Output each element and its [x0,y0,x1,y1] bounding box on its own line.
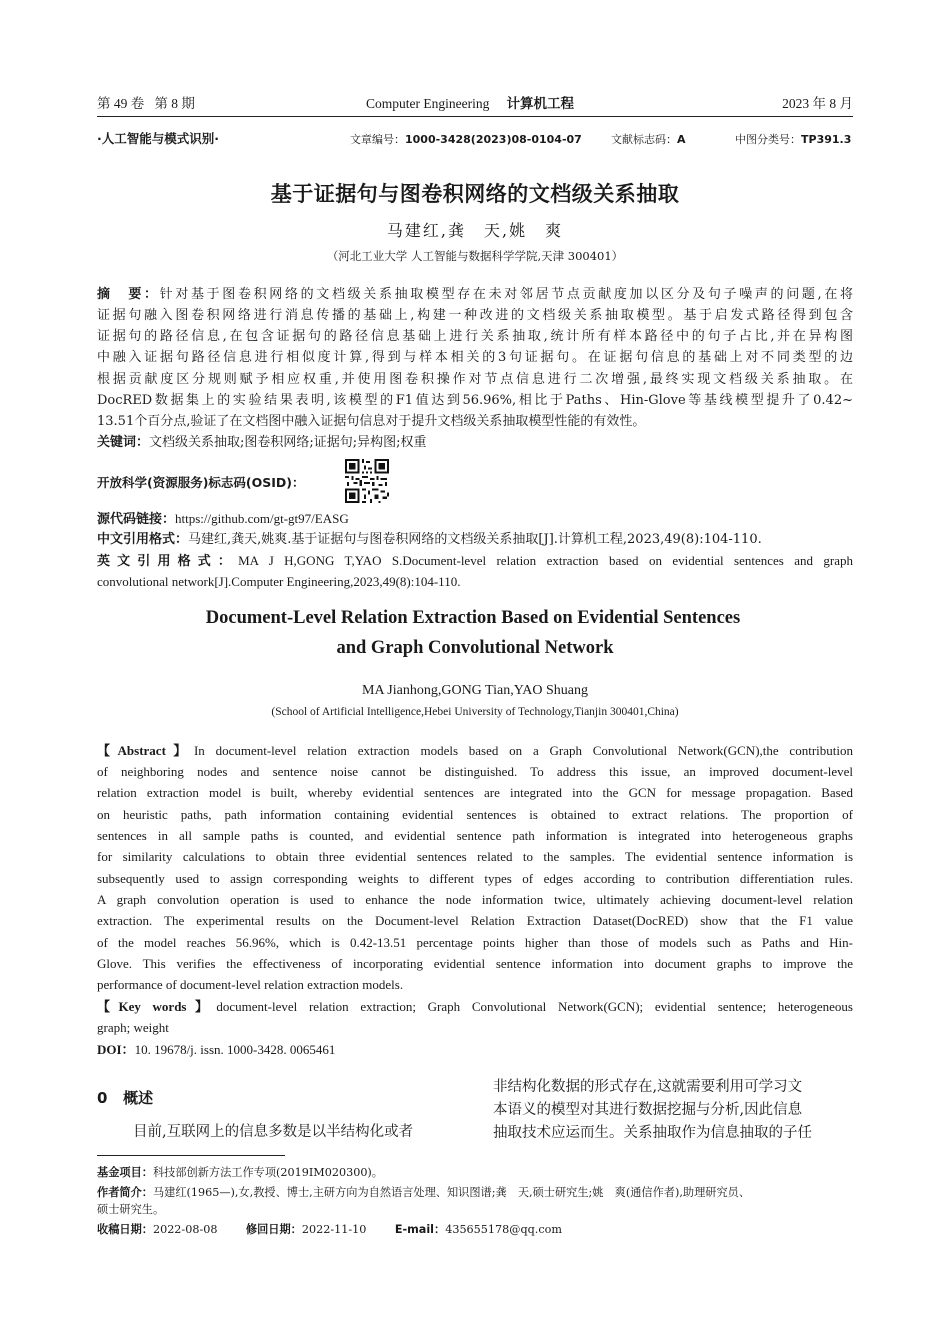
abstract-en-line: 【Abstract】In document-level relation extraction models based on a Graph Convolutional Network(GCN),the contribution [97,743,853,758]
doi: DOI：10. 19678/j. issn. 1000-3428. 0065461 [97,1042,336,1057]
abstract-en-line: of the model reaches 56.96%, which is 0.42-13.51 percentage points higher than those of models such as Paths and Hin- [97,935,853,950]
abstract-en-line: Glove. This verifies the effectiveness of incorporating evidential sentence information into document graphs to improve the [97,956,853,971]
abstract-cn-line: 证据句融入图卷积网络进行消息传播的基础上,构建一种改进的文档级关系抽取模型。基于启发式路径得到包含 [97,308,853,323]
abstract-en-line: on heuristic paths, path information containing evidential sentences is obtained to extract relations. The proportion of [97,807,853,822]
journal-name: Computer Engineering 计算机工程 [366,96,575,112]
abstract-cn-line: 证据句的路径信息,在包含证据句的路径信息基础上进行关系抽取,统计所有样本路径中的句子占比,并在异构图 [97,329,853,344]
abstract-en-line: extraction. The experimental results on the Document-level Relation Extraction Dataset(DocRED) show that the F1 value [97,913,853,928]
body-text-left: 目前,互联网上的信息多数是以半结构化或者 [133,1124,414,1140]
authors-cn: 马建红,龚 天,姚 爽 [386,221,564,240]
affiliation-en: (School of Artificial Intelligence,Hebei University of Technology,Tianjin 300401,China) [271,706,679,718]
abstract-en-line: for similarity calculations to obtain three evidential sentences related to the samples. The evidential sentence information is [97,849,853,864]
title-en-line2: and Graph Convolutional Network [336,638,614,658]
keywords-en-line2: graph; weight [97,1020,169,1035]
body-text-right-line: 非结构化数据的形式存在,这就需要利用可学习文 [493,1079,803,1095]
abstract-cn-line: 根据贡献度区分规则赋予相应权重,并使用图卷积操作对节点信息进行二次增强,最终实现文档级关系抽取。在 [97,372,853,387]
abstract-en-line: of neighboring nodes and sentence noise cannot be distinguished. To address this issue, an improved document-level [97,764,853,779]
abstract-en-line: relation extraction model is built, whereby evidential sentences are integrated into the GCN for message propagation. Based [97,785,853,800]
abstract-en-line: performance of document-level relation extraction models. [97,977,404,992]
affiliation-cn: （河北工业大学 人工智能与数据科学学院,天津 300401） [326,249,624,263]
section-heading: 0 概述 [97,1089,154,1107]
keywords-en-line1: 【Key words】document-level relation extraction; Graph Convolutional Network(GCN); evidential sentence; heterogeneous [97,999,853,1014]
issue-date: 2023 年 8 月 [782,96,853,111]
abstract-en-line: sentences in all sample paths is counted, and evidential sentence path information is integrated into heterogeneous graphs [97,828,853,843]
footnote-rule [97,1155,285,1156]
source-code-link: 源代码链接：https://github.com/gt-gt97/EASG [97,511,349,527]
citation-en-line1: 英文引用格式：MA J H,GONG T,YAO S.Document-level relation extraction based on evidential sentences and graph [97,553,853,569]
abstract-cn-line: 13.51个百分点,验证了在文档图中融入证据句信息对于提升文档级关系抽取模型性能的有效性。 [97,414,646,429]
dates-email: 收稿日期：2022-08-08 修回日期：2022-11-10 E-mail：435655178@qq.com [97,1223,562,1236]
classification-number: 中图分类号：TP391.3 [735,133,852,146]
citation-cn: 中文引用格式：马建红,龚天,姚爽.基于证据句与图卷积网络的文档级关系抽取[J].计算机工程,2023,49(8):104-110. [97,532,762,547]
title-en-line1: Document-Level Relation Extraction Based on Evidential Sentences [205,608,741,628]
author-bio-cont: 硕士研究生。 [97,1203,165,1216]
osid-qr-code [345,459,389,503]
article-number: 文章编号：1000-3428(2023)08-0104-07 [350,133,582,146]
document-code: 文献标志码：A [611,133,686,146]
keywords-cn: 关键词：文档级关系抽取;图卷积网络;证据句;异构图;权重 [97,435,427,450]
osid-label: 开放科学(资源服务)标志码(OSID)： [97,475,305,490]
abstract-en-line: A graph convolution operation is used to enhance the node information twice, ultimately achieving document-level relation [97,892,853,907]
abstract-en-line: subsequently used to assign corresponding weights to different types of edges according to contribution differentiation rules. [97,871,853,886]
citation-en-line2: convolutional network[J].Computer Engineering,2023,49(8):104-110. [97,574,461,589]
author-bio: 作者简介：马建红(1965—),女,教授、博士,主研方向为自然语言处理、知识图谱;龚 天,硕士研究生;姚 爽(通信作者),助理研究员、 [97,1186,751,1199]
title-cn: 基于证据句与图卷积网络的文档级关系抽取 [270,182,680,206]
abstract-cn-line: 中融入证据句路径信息进行相似度计算,得到与样本相关的3句证据句。在证据句信息的基础上对不同类型的边 [97,350,853,365]
column-label: ·人工智能与模式识别· [97,131,219,146]
volume-issue: 第 49 卷 第 8 期 [97,96,195,111]
abstract-cn-line: DocRED数据集上的实验结果表明,该模型的F1值达到56.96%,相比于Paths、Hin-Glove等基线模型提升了0.42~ [97,393,853,408]
body-text-right-line: 本语义的模型对其进行数据挖掘与分析,因此信息 [493,1102,803,1118]
abstract-cn-line: 摘 要：针对基于图卷积网络的文档级关系抽取模型存在未对邻居节点贡献度加以区分及句子噪声的问题,在将 [97,287,853,302]
fund-note: 基金项目：科技部创新方法工作专项(2019IM020300)。 [97,1166,383,1179]
body-text-right-line: 抽取技术应运而生。关系抽取作为信息抽取的子任 [493,1125,812,1141]
header-rule [97,116,853,117]
source-code-url[interactable]: https://github.com/gt-gt97/EASG [175,511,349,526]
authors-en: MA Jianhong,GONG Tian,YAO Shuang [362,683,588,698]
